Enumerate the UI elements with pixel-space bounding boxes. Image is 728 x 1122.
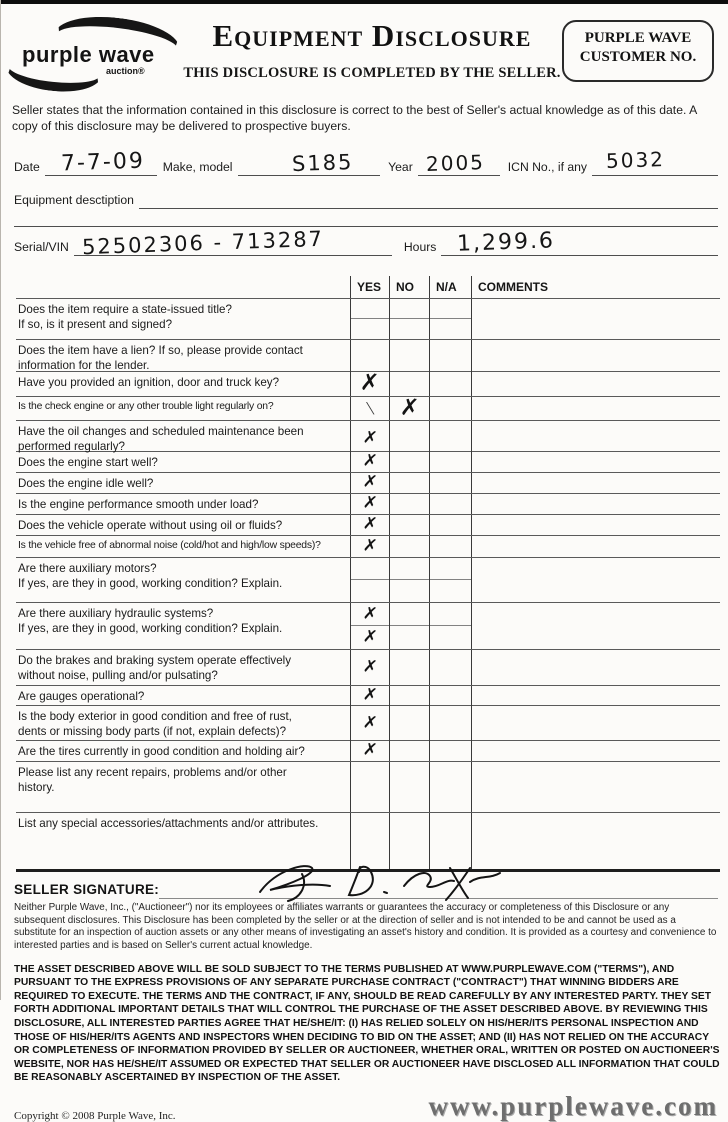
form-header bbox=[0, 4, 728, 96]
no-checkbox-cell bbox=[389, 650, 429, 685]
logo-wordmark: purple wave bbox=[22, 42, 155, 67]
no-checkbox-cell bbox=[389, 603, 429, 649]
handwritten-check-mark: ✗ bbox=[359, 369, 381, 397]
comments-cell bbox=[471, 452, 720, 472]
na-checkbox-cell bbox=[429, 299, 471, 339]
yes-checkbox-cell bbox=[350, 473, 389, 493]
comments-cell bbox=[471, 515, 720, 535]
na-checkbox-cell bbox=[429, 421, 471, 456]
question-row bbox=[16, 339, 720, 371]
handwritten-check-mark: ✗ bbox=[361, 602, 379, 625]
hours-label: Hours bbox=[403, 239, 437, 254]
question-row bbox=[16, 298, 720, 339]
handwritten-check-mark: ✗ bbox=[361, 471, 379, 494]
yes-checkbox-cell bbox=[350, 558, 389, 602]
handwritten-check-mark: ✗ bbox=[361, 626, 379, 648]
question-text: Have the oil changes and scheduled maintenance been performed regularly? bbox=[18, 424, 304, 453]
na-checkbox-cell bbox=[429, 650, 471, 685]
question-text: Is the engine performance smooth under load? bbox=[18, 497, 259, 511]
customer-number-box bbox=[562, 20, 714, 82]
question-text: Are gauges operational? bbox=[18, 689, 145, 703]
no-checkbox-cell bbox=[389, 536, 429, 557]
no-checkbox-cell bbox=[389, 558, 429, 602]
date-field bbox=[45, 148, 157, 177]
disclaimer-paragraph: Neither Purple Wave, Inc., ("Auctioneer") nor its employees or affiliates warrants or guarantees the accuracy or completeness of this Disclosure or any subsequent disclosures. This Disclosure has been completed by the seller or at the direction of seller and is not intended to be and cannot be used as a substitute for an inspection of auction assets or any other means of investigating an asset's history and condition. It is provided as a courtesy and convenience to interested parties and is based on Seller's current actual knowledge. bbox=[14, 901, 717, 951]
question-text: List any special accessories/attachments and/or attributes. bbox=[18, 816, 319, 830]
handwritten-check-mark: ✗ bbox=[361, 656, 379, 678]
question-row bbox=[16, 371, 720, 396]
no-checkbox-cell bbox=[389, 686, 429, 706]
yes-checkbox-cell bbox=[350, 536, 389, 557]
question-text: Does the item have a lien? If so, please provide contact information for the lender. bbox=[18, 343, 303, 372]
na-checkbox-cell bbox=[429, 340, 471, 375]
equipment-disclosure-form bbox=[0, 4, 728, 1122]
question-column-header bbox=[16, 276, 350, 298]
seller-signature-label: SELLER SIGNATURE: bbox=[14, 881, 160, 897]
comments-cell bbox=[471, 299, 720, 339]
serial-hours-row bbox=[0, 226, 728, 260]
equipment-description-label: Equipment desctiption bbox=[14, 192, 134, 207]
no-checkbox-cell bbox=[389, 494, 429, 514]
question-row bbox=[16, 705, 720, 740]
no-checkbox-cell bbox=[389, 741, 429, 761]
question-text: Are there auxiliary hydraulic systems? If yes, are they in good, working condition? Explain. bbox=[18, 606, 283, 635]
na-checkbox-cell bbox=[429, 515, 471, 535]
question-row bbox=[16, 557, 720, 602]
na-checkbox-cell bbox=[429, 473, 471, 493]
date-label: Date bbox=[14, 159, 40, 174]
yes-checkbox-cell bbox=[350, 762, 389, 812]
comments-cell bbox=[471, 421, 720, 456]
na-checkbox-cell bbox=[429, 558, 471, 602]
copyright-text: Copyright © 2008 Purple Wave, Inc. bbox=[14, 1109, 176, 1122]
comments-cell bbox=[471, 340, 720, 375]
comments-cell bbox=[471, 741, 720, 761]
no-checkbox-cell bbox=[389, 706, 429, 741]
yes-checkbox-cell bbox=[350, 603, 389, 649]
no-checkbox-cell bbox=[389, 762, 429, 812]
handwritten-check-mark: ╲ bbox=[366, 401, 374, 416]
na-checkbox-cell bbox=[429, 452, 471, 472]
question-text: Does the engine start well? bbox=[18, 455, 158, 469]
question-row bbox=[16, 514, 720, 535]
handwritten-check-mark: ✗ bbox=[361, 513, 379, 536]
disclosure-table-body bbox=[16, 298, 720, 869]
no-checkbox-cell bbox=[389, 473, 429, 493]
yes-checkbox-cell bbox=[350, 452, 389, 472]
question-text: Are the tires currently in good condition and holding air? bbox=[18, 744, 305, 758]
handwritten-check-mark: ✗ bbox=[399, 394, 420, 422]
yes-checkbox-cell bbox=[350, 650, 389, 685]
yes-checkbox-cell bbox=[350, 515, 389, 535]
question-row bbox=[16, 761, 720, 812]
na-checkbox-cell bbox=[429, 762, 471, 812]
serial-vin-label: Serial/VIN bbox=[14, 239, 69, 254]
date-handwritten-value: 7-7-09 bbox=[60, 148, 146, 177]
question-text: Are there auxiliary motors? If yes, are they in good, working condition? Explain. bbox=[18, 561, 283, 590]
equipment-description-field bbox=[139, 194, 718, 209]
na-checkbox-cell bbox=[429, 603, 471, 649]
equipment-description-row bbox=[0, 193, 728, 209]
question-row bbox=[16, 396, 720, 420]
yes-checkbox-cell bbox=[350, 299, 389, 339]
yes-checkbox-cell bbox=[350, 397, 389, 420]
no-checkbox-cell bbox=[389, 452, 429, 472]
make-model-handwritten-value: S185 bbox=[291, 149, 354, 177]
website-url: www.purplewave.com bbox=[428, 1090, 718, 1121]
comments-cell bbox=[471, 473, 720, 493]
form-subtitle: THIS DISCLOSURE IS COMPLETED BY THE SELLER. bbox=[183, 64, 561, 81]
na-column-header: N/A bbox=[429, 276, 471, 298]
question-text: Please list any recent repairs, problems and/or other history. bbox=[18, 765, 287, 794]
hours-field bbox=[441, 228, 718, 257]
handwritten-check-mark: ✗ bbox=[361, 535, 379, 557]
yes-checkbox-cell bbox=[350, 369, 389, 397]
make-model-field bbox=[238, 149, 381, 177]
yes-checkbox-cell bbox=[350, 706, 389, 741]
yes-checkbox-cell bbox=[350, 686, 389, 706]
question-row bbox=[16, 649, 720, 685]
seller-signature-handwriting bbox=[254, 858, 514, 904]
disclosure-table bbox=[16, 276, 720, 872]
no-checkbox-cell bbox=[389, 372, 429, 396]
table-header-row bbox=[16, 276, 720, 298]
question-text: Is the body exterior in good condition and free of rust, dents or missing body parts (if not, explain defects)? bbox=[18, 709, 292, 738]
date-make-year-row bbox=[0, 146, 728, 177]
comments-cell bbox=[471, 536, 720, 557]
header-title-block bbox=[182, 16, 562, 82]
handwritten-check-mark: ✗ bbox=[361, 427, 379, 449]
purple-wave-logo bbox=[10, 16, 182, 90]
icn-label: ICN No., if any bbox=[507, 159, 587, 174]
year-field bbox=[418, 149, 500, 176]
equipment-description-line2 bbox=[14, 225, 718, 227]
na-checkbox-cell bbox=[429, 397, 471, 420]
year-handwritten-value: 2005 bbox=[425, 149, 486, 176]
yes-checkbox-cell bbox=[350, 741, 389, 761]
comments-cell bbox=[471, 494, 720, 514]
serial-vin-handwritten-value: 52502306 - 713287 bbox=[81, 226, 325, 260]
yes-column-header: YES bbox=[350, 276, 389, 298]
icn-field bbox=[592, 146, 718, 176]
handwritten-check-mark: ✗ bbox=[361, 492, 379, 515]
question-row bbox=[16, 420, 720, 451]
question-text: Have you provided an ignition, door and truck key? bbox=[18, 375, 280, 389]
comments-cell bbox=[471, 706, 720, 741]
form-title: Equipment Disclosure bbox=[212, 18, 532, 53]
question-row bbox=[16, 472, 720, 493]
no-checkbox-cell bbox=[389, 394, 429, 422]
question-row bbox=[16, 602, 720, 649]
comments-cell bbox=[471, 603, 720, 649]
question-row bbox=[16, 535, 720, 557]
comments-cell bbox=[471, 397, 720, 420]
comments-cell bbox=[471, 686, 720, 706]
na-checkbox-cell bbox=[429, 536, 471, 557]
question-text: Do the brakes and braking system operate effectively without noise, pulling and/or pulsating? bbox=[18, 653, 292, 682]
comments-cell bbox=[471, 372, 720, 396]
comments-column-header: COMMENTS bbox=[471, 276, 720, 298]
seller-signature-line bbox=[159, 884, 718, 899]
comments-cell bbox=[471, 650, 720, 685]
question-row bbox=[16, 740, 720, 761]
handwritten-check-mark: ✗ bbox=[361, 684, 379, 707]
question-row bbox=[16, 685, 720, 705]
handwritten-check-mark: ✗ bbox=[361, 739, 379, 762]
yes-checkbox-cell bbox=[350, 494, 389, 514]
no-checkbox-cell bbox=[389, 515, 429, 535]
seller-signature-row bbox=[14, 882, 718, 899]
comments-cell bbox=[471, 762, 720, 812]
make-model-label: Make, model bbox=[162, 159, 233, 174]
question-text: Does the item require a state-issued title? If so, is it present and signed? bbox=[18, 302, 232, 331]
handwritten-check-mark: ✗ bbox=[361, 712, 379, 734]
serial-vin-field bbox=[74, 226, 392, 260]
customer-box-line1: PURPLE WAVE bbox=[584, 30, 692, 46]
form-footer bbox=[14, 1091, 718, 1122]
na-checkbox-cell bbox=[429, 686, 471, 706]
na-checkbox-cell bbox=[429, 372, 471, 396]
no-column-header: NO bbox=[389, 276, 429, 298]
na-checkbox-cell bbox=[429, 494, 471, 514]
icn-handwritten-value: 5032 bbox=[605, 146, 666, 173]
question-row bbox=[16, 493, 720, 514]
comments-cell bbox=[471, 558, 720, 602]
question-text: Does the engine idle well? bbox=[18, 476, 154, 490]
na-checkbox-cell bbox=[429, 741, 471, 761]
no-checkbox-cell bbox=[389, 421, 429, 456]
question-text: Does the vehicle operate without using oil or fluids? bbox=[18, 518, 283, 532]
seller-statement: Seller states that the information contained in this disclosure is correct to the best of Seller's actual knowledge as of this date. A copy of this disclosure may be delivered to prospective buyers. bbox=[12, 103, 697, 134]
question-text: Is the check engine or any other trouble light regularly on? bbox=[18, 400, 274, 412]
year-label: Year bbox=[388, 159, 413, 174]
terms-paragraph: THE ASSET DESCRIBED ABOVE WILL BE SOLD SUBJECT TO THE TERMS PUBLISHED AT WWW.PURPLEWAVE.COM ("TERMS"), AND PURSUANT TO THE EXPRESS PROVISIONS OF ANY SEPARATE PURCHASE CONTRACT ("CONTRACT") THAT WINNING BIDDERS ARE REQUIRED TO EXECUTE. THE TERMS AND THE CONTRACT, IF ANY, SHOULD BE READ CAREFULLY BY ANY INTERESTED PARTY. THEY SET FORTH ADDITIONAL IMPORTANT DETAILS THAT WILL CONTROL THE PURCHASE OF THE ASSET DESCRIBED ABOVE. BY REVIEWING THIS DISCLOSURE, ALL INTERESTED PARTIES AGREE THAT HE/SHE/IT: (I) HAS RELIED SOLELY ON HIS/HER/ITS PERSONAL INSPECTION AND THOSE OF HIS/HER/ITS AGENTS AND INSPECTORS WHEN DECIDING TO BID ON THE ASSET; AND (II) HAS NOT RELIED ON THE ACCURACY OR COMPLETENESS OF INFORMATION PROVIDED BY SELLER OR AUCTIONEER, WHETHER ORAL, WRITTEN OR POSTED ON AUCTIONEER'S WEBSITE, NOR HAS HE/SHE/IT ASSUMED OR EXPECTED THAT SELLER OR AUCTIONEER HAVE DISCLOSED ALL INFORMATION THAT COULD BE REASONABLY ASCERTAINED BY INSPECTION OF THE ASSET. bbox=[14, 963, 720, 1084]
na-checkbox-cell bbox=[429, 706, 471, 741]
hours-handwritten-value: 1,299.6 bbox=[456, 228, 556, 257]
no-checkbox-cell bbox=[389, 299, 429, 339]
customer-box-line2: CUSTOMER NO. bbox=[579, 48, 697, 65]
question-row bbox=[16, 451, 720, 472]
question-text: Is the vehicle free of abnormal noise (cold/hot and high/low speeds)? bbox=[18, 539, 321, 551]
handwritten-check-mark: ✗ bbox=[361, 450, 379, 473]
logo-auction-text: auction® bbox=[106, 66, 145, 76]
no-checkbox-cell bbox=[389, 340, 429, 375]
